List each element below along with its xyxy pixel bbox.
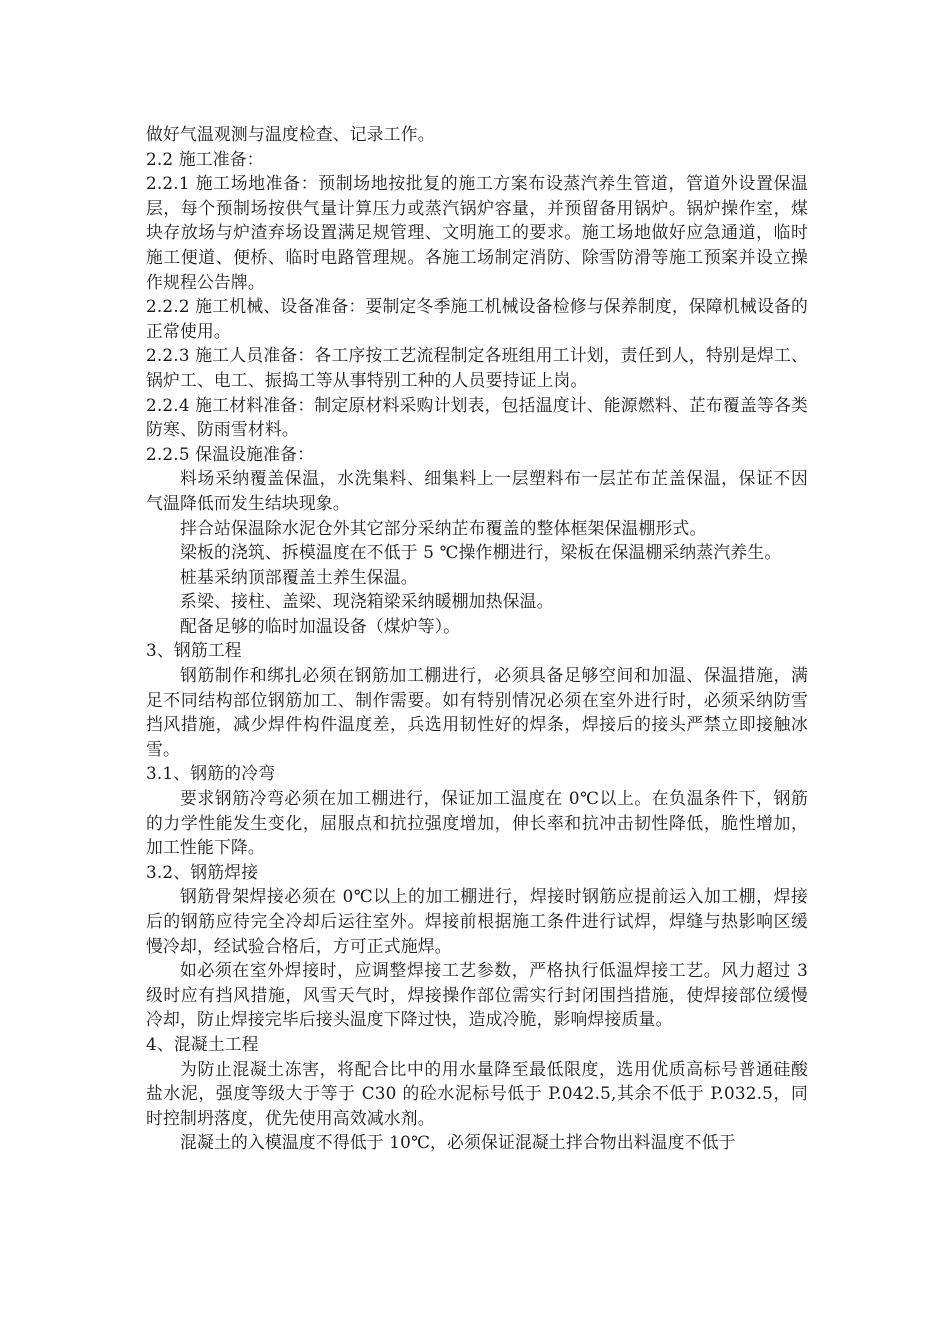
paragraph: 钢筋骨架焊接必须在 0℃以上的加工棚进行，焊接时钢筋应提前运入加工棚，焊接后的钢筋应待完全冷却后运往室外。焊接前根据施工条件进行试焊，焊缝与热影响区缓慢冷却，经试验合格后，方可正式施焊。 xyxy=(146,886,808,956)
paragraph: 系梁、接柱、盖梁、现浇箱梁采纳暖棚加热保温。 xyxy=(180,591,554,612)
paragraph: 要求钢筋冷弯必须在加工棚进行，保证加工温度在 0℃以上。在负温条件下，钢筋的力学性能发生变化，屈服点和抗拉强度增加，伸长率和抗冲击韧性降低，脆性增加，加工性能下降。 xyxy=(146,788,808,858)
paragraph: 做好气温观测与温度检查、记录工作。 xyxy=(146,124,435,144)
section-heading: 3.2、钢筋焊接 xyxy=(146,861,259,882)
paragraph: 桩基采纳顶部覆盖土养生保温。 xyxy=(180,566,418,587)
section-heading: 3、钢筋工程 xyxy=(146,640,242,661)
paragraph: 2.2.4 施工材料准备：制定原材料采购计划表，包括温度计、能源燃料、芷布覆盖等各类防寒、防雨雪材料。 xyxy=(146,394,808,440)
paragraph: 梁板的浇筑、拆模温度在不低于 5 ℃操作棚进行，梁板在保温棚采纳蒸汽养生。 xyxy=(180,542,782,563)
paragraph: 为防止混凝土冻害，将配合比中的用水量降至最低限度，选用优质高标号普通硅酸盐水泥，强度等级大于等于 C30 的砼水泥标号低于 P.042.5,其余不低于 P.032.5，同时控制坍落度，优先使用高效减水剂。 xyxy=(146,1058,808,1128)
section-heading: 2.2.5 保温设施准备： xyxy=(146,443,315,464)
paragraph: 钢筋制作和绑扎必须在钢筋加工棚进行，必须具备足够空间和加温、保温措施，满足不同结构部位钢筋加工、制作需要。如有特别情况必须在室外进行时，必须采纳防雪挡风措施，减少焊件构件温度差，兵选用韧性好的焊条，焊接后的接头严禁立即接触冰雪。 xyxy=(146,665,808,759)
paragraph: 拌合站保温除水泥仓外其它部分采纳芷布覆盖的整体框架保温棚形式。 xyxy=(180,517,707,538)
paragraph: 如必须在室外焊接时，应调整焊接工艺参数，严格执行低温焊接工艺。风力超过 3 级时应有挡风措施，风雪天气时，焊接操作部位需实行封闭围挡措施，使焊接部位缓慢冷却，防止焊接完毕后接头温度下降过快，造成冷脆，影响焊接质量。 xyxy=(146,960,808,1030)
section-heading: 4、混凝土工程 xyxy=(146,1033,259,1054)
paragraph: 2.2.1 施工场地准备：预制场地按批复的施工方案布设蒸汽养生管道，管道外设置保温层，每个预制场按供气量计算压力或蒸汽锅炉容量，并预留备用锅炉。锅炉操作室，煤块存放场与炉渣弃场设置满足规管理、文明施工的要求。施工场地做好应急通道，临时施工便道、便桥、临时电路管理规。各施工场制定消防、除雪防滑等施工预案并设立操作规程公告牌。 xyxy=(146,173,808,292)
paragraph: 2.2.3 施工人员准备：各工序按工艺流程制定各班组用工计划，责任到人，特别是焊工、锅炉工、电工、振捣工等从事特别工种的人员要持证上岗。 xyxy=(146,345,808,390)
section-heading: 3.1、钢筋的冷弯 xyxy=(146,763,276,784)
document-page xyxy=(146,122,808,1155)
paragraph: 料场采纳覆盖保温，水洗集料、细集料上一层塑料布一层芷布芷盖保温，保证不因气温降低而发生结块现象。 xyxy=(146,468,808,513)
section-heading: 2.2 施工准备： xyxy=(146,148,264,169)
paragraph: 2.2.2 施工机械、设备准备：要制定冬季施工机械设备检修与保养制度，保障机械设备的正常使用。 xyxy=(146,296,808,341)
paragraph: 混凝土的入模温度不得低于 10℃，必须保证混凝土拌合物出料温度不低于 xyxy=(180,1132,736,1153)
paragraph: 配备足够的临时加温设备（煤炉等）。 xyxy=(180,615,461,636)
